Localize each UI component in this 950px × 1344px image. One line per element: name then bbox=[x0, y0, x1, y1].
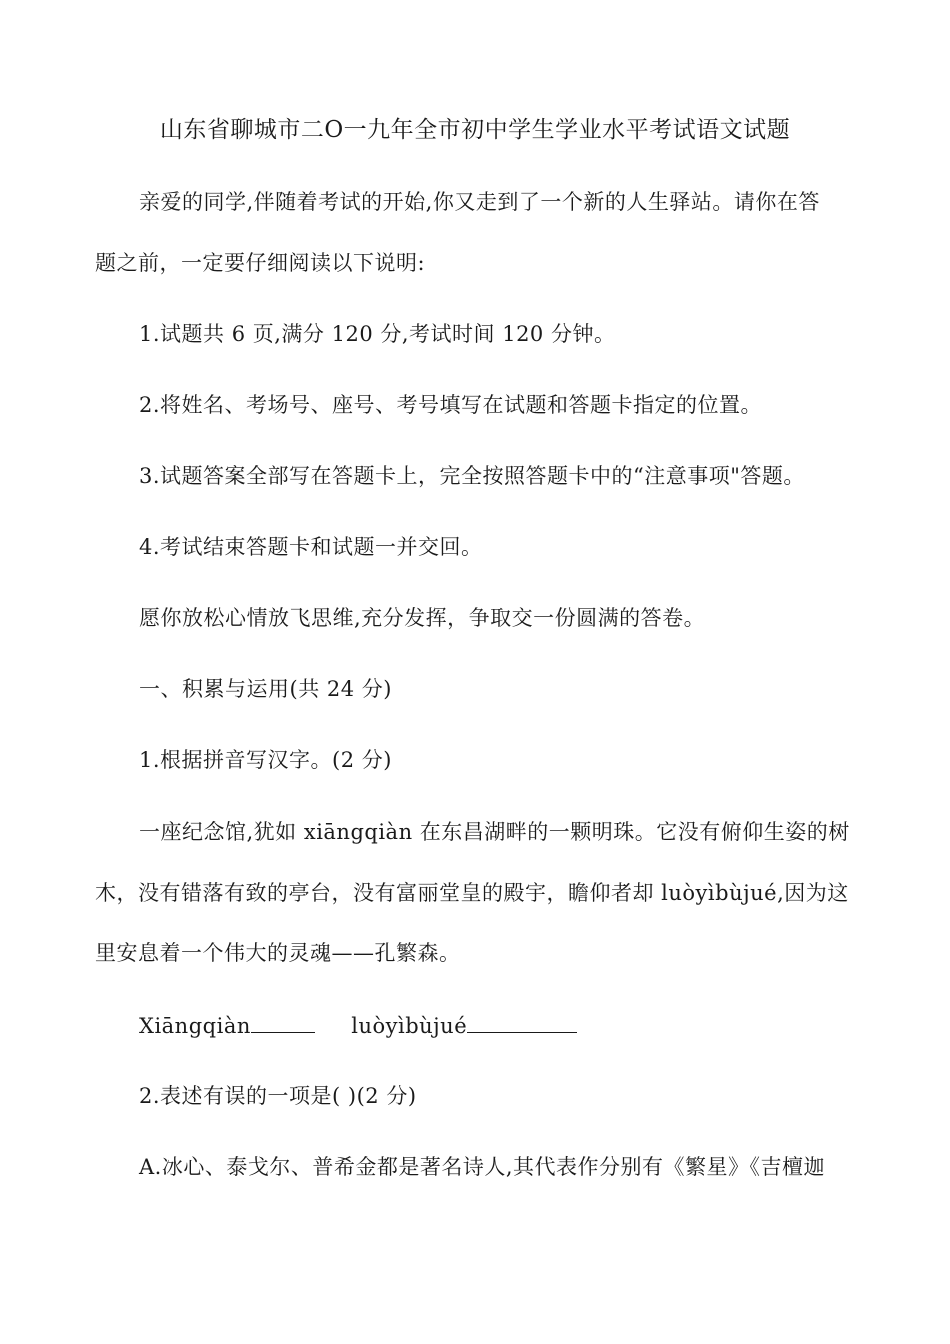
question-2-prompt: 2.表述有误的一项是( )(2 分) bbox=[139, 1084, 417, 1108]
question-1-passage-line-1: 一座纪念馆,犹如 xiāngqiàn 在东昌湖畔的一颗明珠。它没有俯仰生姿的树 bbox=[139, 820, 850, 844]
section1-heading: 一、积累与运用(共 24 分) bbox=[139, 677, 392, 701]
intro-line-2: 题之前，一定要仔细阅读以下说明: bbox=[95, 251, 426, 275]
question-1-prompt: 1.根据拼音写汉字。(2 分) bbox=[139, 748, 392, 772]
wish-line: 愿你放松心情放飞思维,充分发挥，争取交一份圆满的答卷。 bbox=[139, 606, 706, 630]
answer-blank-1[interactable] bbox=[251, 1010, 315, 1033]
answer-blank-2[interactable] bbox=[467, 1010, 577, 1033]
question-1-blanks bbox=[0, 1010, 950, 1041]
document-title: 山东省聊城市二O一九年全市初中学生学业水平考试语文试题 bbox=[159, 117, 791, 143]
intro-line-1: 亲爱的同学,伴随着考试的开始,你又走到了一个新的人生驿站。请你在答 bbox=[139, 190, 820, 214]
blank-2-label: luòyìbùjué bbox=[351, 1014, 468, 1038]
question-1-passage-line-2: 木，没有错落有致的亭台，没有富丽堂皇的殿宇，瞻仰者却 luòyìbùjué,因为这 bbox=[95, 881, 849, 905]
instruction-1: 1.试题共 6 页,满分 120 分,考试时间 120 分钟。 bbox=[139, 322, 616, 346]
blank-1-label: Xiāngqiàn bbox=[139, 1014, 251, 1038]
question-1-passage-line-3: 里安息着一个伟大的灵魂——孔繁森。 bbox=[95, 941, 461, 965]
instruction-4: 4.考试结束答题卡和试题一并交回。 bbox=[139, 535, 483, 559]
instruction-2: 2.将姓名、考场号、座号、考号填写在试题和答题卡指定的位置。 bbox=[139, 393, 763, 417]
question-2-option-a: A.冰心、泰戈尔、普希金都是著名诗人,其代表作分别有《繁星》《吉檀迦 bbox=[139, 1155, 826, 1179]
instruction-3: 3.试题答案全部写在答题卡上，完全按照答题卡中的“注意事项"答题。 bbox=[139, 464, 805, 488]
